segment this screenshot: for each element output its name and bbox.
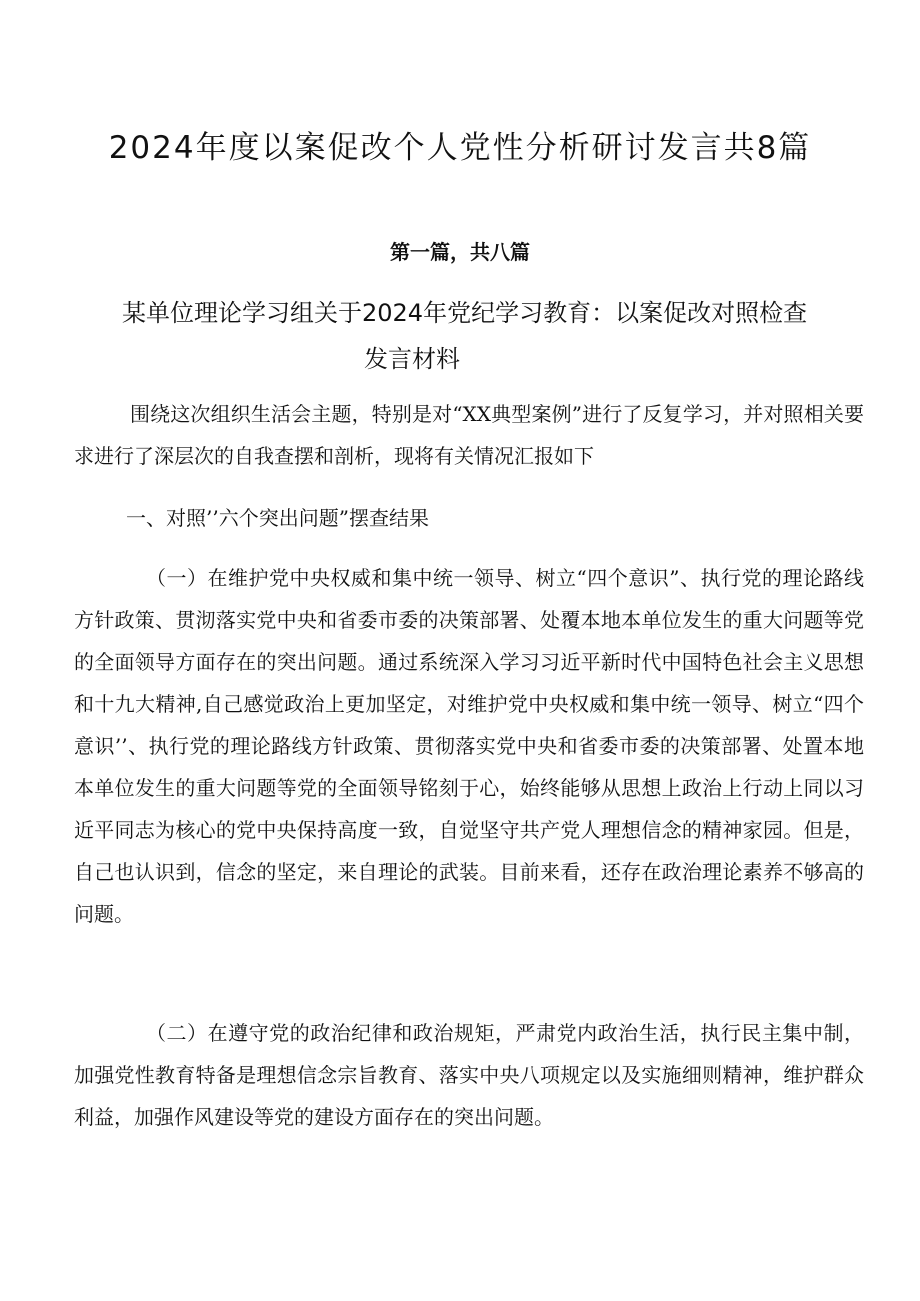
section-label: 第一篇，共八篇	[390, 240, 530, 264]
intro-paragraph: 围绕这次组织生活会主题，特别是对“XX典型案例”进行了反复学习，并对照相关要求进行了深层次的自我查摆和剖析，现将有关情况汇报如下	[74, 402, 864, 468]
article-subtitle-line1: 某单位理论学习组关于2024年党纪学习教育：以案促改对照检查	[122, 299, 808, 327]
section-heading-1: 一、对照’’六个突出问题”摆查结果	[126, 506, 429, 530]
body-paragraph-1: （一）在维护党中央权威和集中统一领导、树立“四个意识”、执行党的理论路线方针政策、贯沏落实党中央和省委市委的决策部署、处覆本地本单位发生的重大问题等党的全面领导方面存在的突出问题。通过系统深入学习习近平新时代中国特色社会主义思想和十九大精神,自己感觉政治上更加坚定，对维护党中央权威和集中统一领导、树立“四个意识’’、执行党的理论路线方针政策、贯彻落实党中央和省委市委的决策部署、处置本地本单位发生的重大问题等党的全面领导铭刻于心，始终能够从思想上政治上行动上同以习近平同志为核心的党中央保持高度一致，自觉坚守共产党人理想信念的精神家园。但是，自己也认识到，信念的坚定，来自理论的武装。目前来看，还存在政治理论素养不够高的问题。	[74, 566, 864, 926]
article-subtitle	[122, 290, 882, 382]
body-paragraph-2: （二）在遵守党的政治纪律和政治规矩，严肃党内政治生活，执行民主集中制，加强党性教育特备是理想信念宗旨教育、落实中央八项规定以及实施细则精神，维护群众利益，加强作风建设等党的建设方面存在的突出问题。	[74, 1021, 864, 1129]
article-subtitle-line2: 发言材料	[364, 345, 460, 373]
document-title: 2024年度以案促改个人党性分析研讨发言共8篇	[108, 130, 812, 166]
